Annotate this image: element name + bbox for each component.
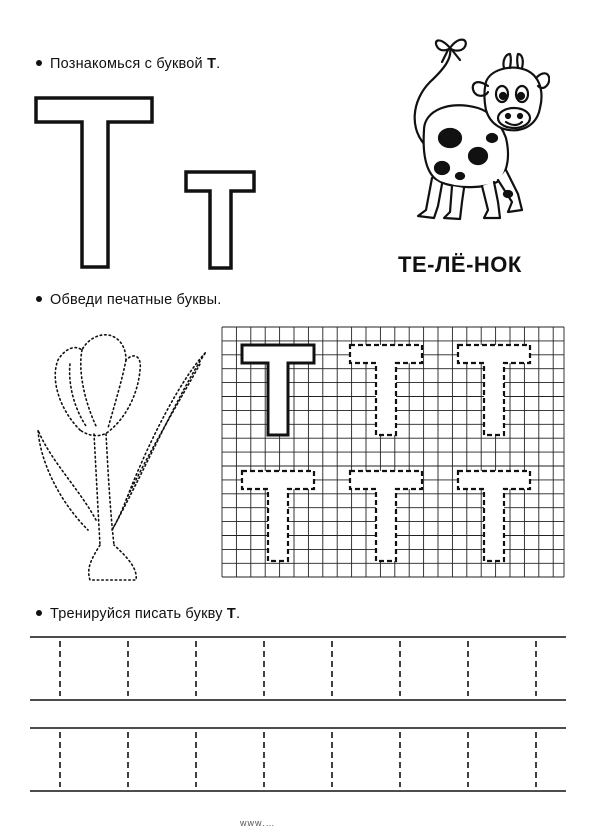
instruction-trace-text: Обведи печатные буквы. [50,292,222,308]
instruction-meet-letter [36,56,220,72]
instruction-meet-text: Познакомься с буквой [50,56,208,72]
instruction-practice-text: Тренируйся писать букву [50,606,227,622]
writing-practice-lines [30,628,570,798]
instruction-practice-letter-bold: Т [226,606,236,622]
instruction-meet-period: . [216,56,221,72]
bullet-icon [36,610,42,616]
lowercase-t-outline-icon [182,167,262,273]
picture-word-syllables: ТЕ-ЛЁ-НОК [398,252,522,277]
instruction-trace [36,292,222,308]
instruction-meet-letter-bold: Т [207,56,217,72]
tracing-grid [220,325,566,579]
calf-picture-icon [390,30,550,230]
uppercase-t-outline-icon [30,92,160,272]
bullet-icon [36,60,42,66]
bullet-icon [36,296,42,302]
instruction-practice-period: . [235,606,241,622]
instruction-practice [36,606,240,622]
footer-watermark: www.… [240,818,276,828]
dotted-tulip-icon [30,330,215,585]
